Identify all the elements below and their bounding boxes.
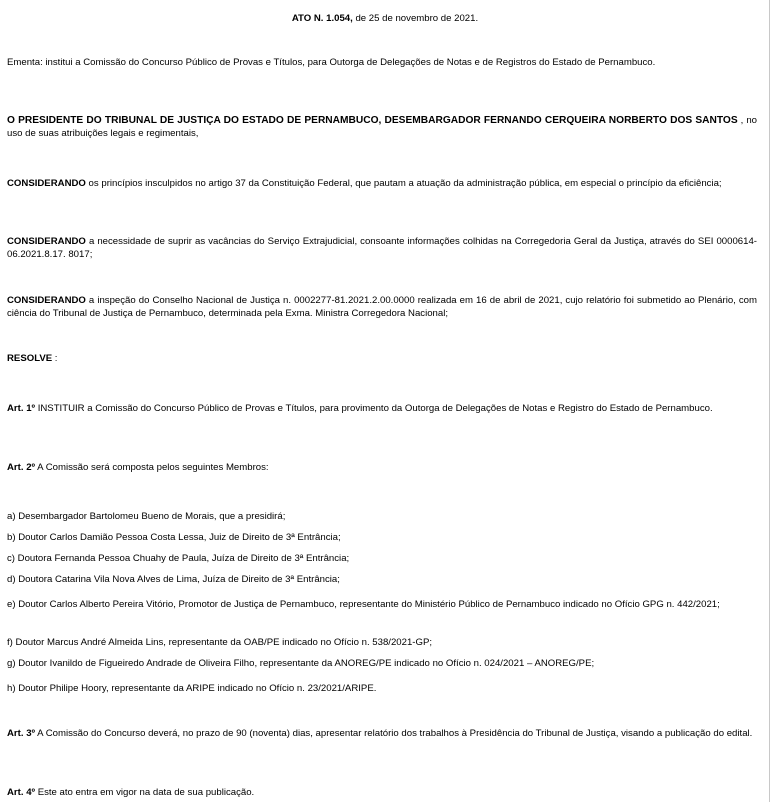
article-1 [7, 403, 757, 416]
article-1-text: INSTITUIR a Comissão do Concurso Público de Provas e Títulos, para provimento da Outorga de Delegações de Notas e Registro do Estado de Pernambuco. [35, 403, 713, 414]
member-e: e) Doutor Carlos Alberto Pereira Vitório, Promotor de Justiça de Pernambuco, representante do Ministério Público de Pernambuco indicado no Ofício GPG n. 442/2021; [7, 599, 720, 610]
article-4-text: Este ato entra em vigor na data de sua publicação. [35, 787, 255, 798]
member-h: h) Doutor Philipe Hoory, representante da ARIPE indicado no Ofício n. 23/2021/ARIPE. [7, 683, 377, 694]
considerando-label: CONSIDERANDO [7, 236, 86, 247]
article-2 [7, 462, 757, 475]
member-c: c) Doutora Fernanda Pessoa Chuahy de Paula, Juíza de Direito de 3ª Entrância; [7, 553, 350, 564]
article-3-label: Art. 3º [7, 728, 36, 739]
document-title [0, 13, 770, 26]
preamble-authority: O PRESIDENTE DO TRIBUNAL DE JUSTIÇA DO ESTADO DE PERNAMBUCO, DESEMBARGADOR FERNANDO CERQUEIRA NORBERTO DOS SANTOS [7, 115, 738, 126]
article-1-label: Art. 1º [7, 403, 36, 414]
member-a: a) Desembargador Bartolomeu Bueno de Morais, que a presidirá; [7, 511, 286, 522]
article-4-label: Art. 4º [7, 787, 36, 798]
considerando-2-text: a necessidade de suprir as vacâncias do Serviço Extrajudicial, consoante informações colhidas na Corregedoria Geral da Justiça, através do SEI 0000614-06.2021.8.17. 8017; [7, 236, 757, 260]
considerando-2 [7, 236, 757, 261]
member-d: d) Doutora Catarina Vila Nova Alves de Lima, Juíza de Direito de 3ª Entrância; [7, 574, 340, 585]
ementa: Ementa: institui a Comissão do Concurso Público de Provas e Títulos, para Outorga de Delegações de Notas e de Registros do Estado de Pernambuco. [7, 57, 656, 68]
article-2-label: Art. 2º [7, 462, 36, 473]
considerando-3-text: a inspeção do Conselho Nacional de Justiça n. 0002277-81.2021.2.00.0000 realizada em 16 de abril de 2021, cujo relatório foi submetido ao Plenário, com ciência do Tribunal de Justiça de Pernambuco, determinada pela Exma. Ministra Corregedora Nacional; [7, 295, 757, 319]
member-f: f) Doutor Marcus André Almeida Lins, representante da OAB/PE indicado no Ofício n. 538/2021-GP; [7, 637, 433, 648]
considerando-3 [7, 295, 757, 320]
resolve-label: RESOLVE [7, 353, 53, 364]
considerando-label: CONSIDERANDO [7, 295, 86, 306]
article-3 [7, 728, 757, 741]
article-3-text: A Comissão do Concurso deverá, no prazo de 90 (noventa) dias, apresentar relatório dos trabalhos à Presidência do Tribunal de Justiça, visando a publicação do edital. [35, 728, 753, 739]
considerando-label: CONSIDERANDO [7, 178, 86, 189]
article-4 [7, 787, 757, 800]
member-b: b) Doutor Carlos Damião Pessoa Costa Lessa, Juiz de Direito de 3ª Entrância; [7, 532, 341, 543]
considerando-1-text: os princípios insculpidos no artigo 37 da Constituição Federal, que pautam a atuação da administração pública, em especial o princípio da eficiência; [85, 178, 722, 189]
title-number: ATO N. 1.054, [291, 13, 353, 24]
preamble [7, 115, 757, 140]
member-g: g) Doutor Ivanildo de Figueiredo Andrade de Oliveira Filho, representante da ANOREG/PE indicado no Ofício n. 024/2021 – ANOREG/PE; [7, 658, 595, 669]
considerando-1 [7, 178, 757, 191]
preamble-rest: , no uso de suas atribuições legais e regimentais, [7, 115, 758, 139]
article-2-text: A Comissão será composta pelos seguintes Membros: [35, 462, 269, 473]
resolve-colon: : [52, 353, 58, 364]
title-date: de 25 de novembro de 2021. [352, 13, 479, 24]
resolve [7, 353, 757, 366]
